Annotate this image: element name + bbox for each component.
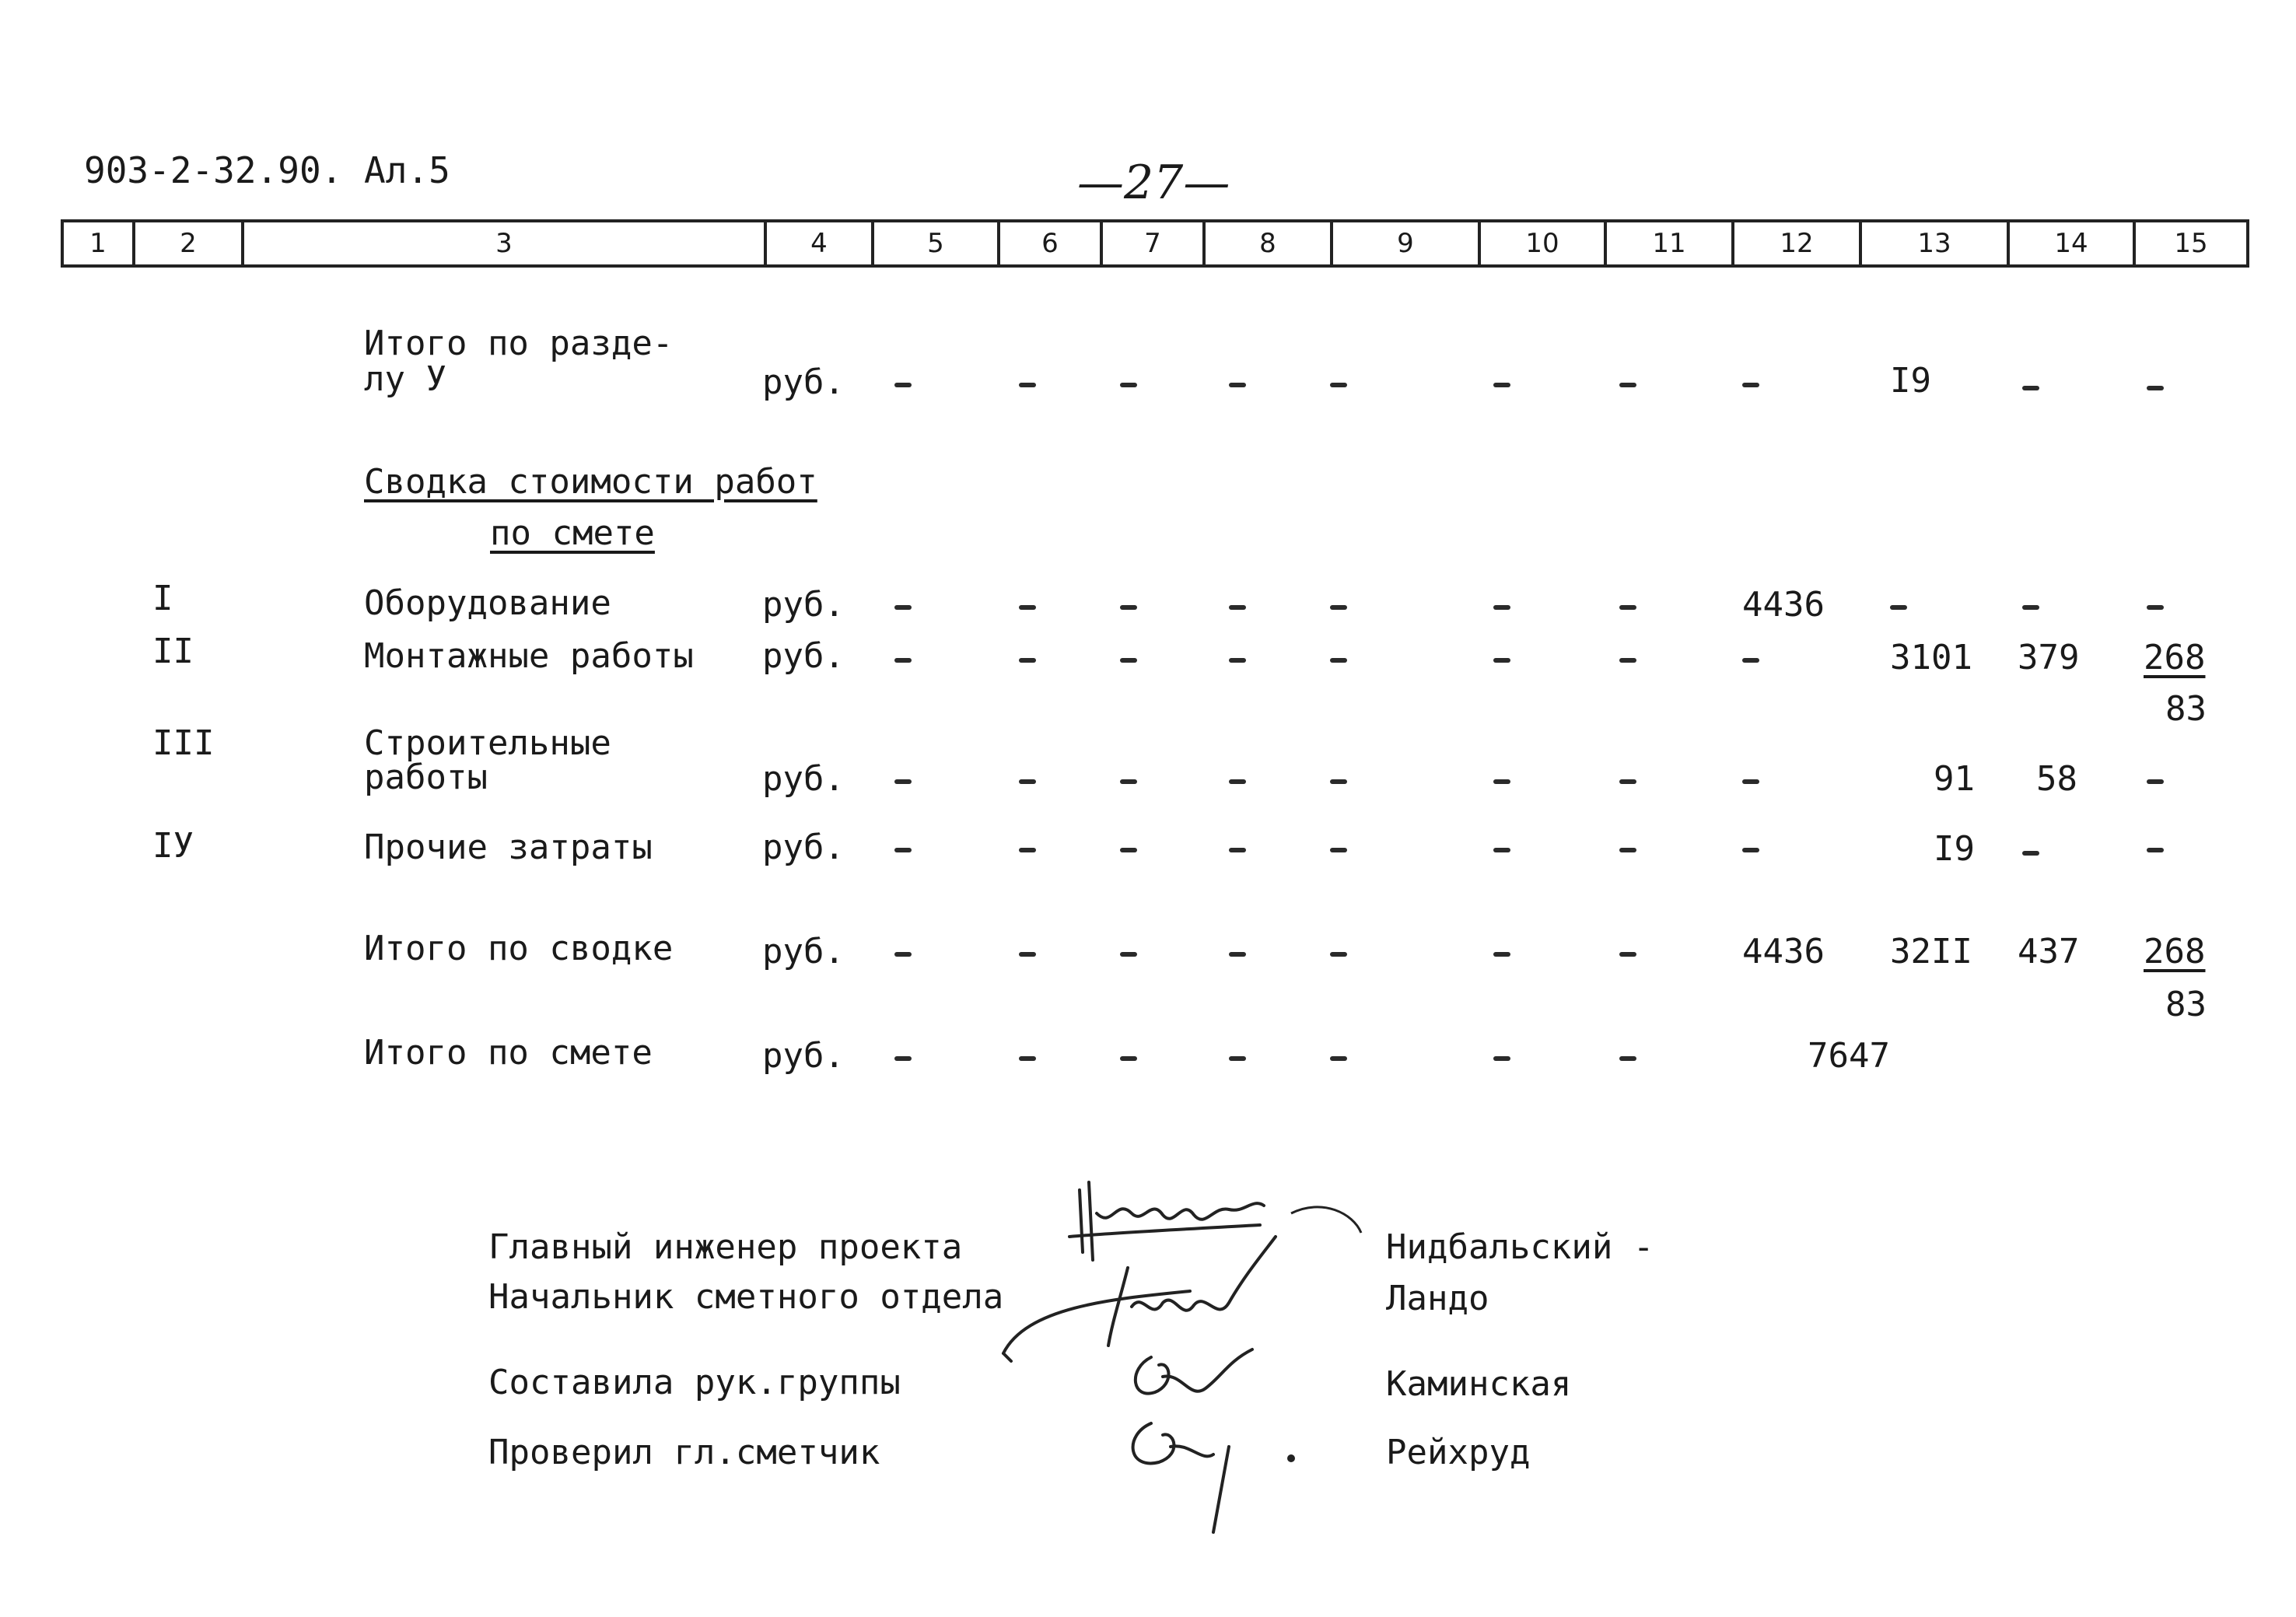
cell-col14: 379 [2018, 638, 2080, 677]
cell-col15: 268 [2144, 638, 2206, 677]
cell-col14: 58 [2036, 759, 2077, 799]
empty-cell-dash [894, 779, 912, 784]
empty-cell-dash [1330, 605, 1347, 610]
column-header-row [61, 219, 2249, 268]
signature-name: Нидбальский - [1386, 1227, 1654, 1267]
column-header: 9 [1330, 222, 1478, 264]
unit: руб. [762, 585, 845, 625]
empty-cell-dash [1229, 779, 1246, 784]
empty-cell-dash [894, 658, 912, 663]
empty-cell-dash [1019, 1056, 1036, 1061]
empty-cell-dash [1330, 779, 1347, 784]
empty-cell-dash [1120, 383, 1137, 387]
empty-cell-dash [1019, 605, 1036, 610]
empty-cell-dash [1120, 952, 1137, 957]
cell-col15: 268 [2144, 932, 2206, 971]
row-number: III [152, 723, 215, 763]
cell-col12: 4436 [1742, 585, 1825, 625]
empty-cell-dash [2022, 386, 2039, 390]
cell-col15-fraction: 83 [2165, 985, 2207, 1024]
cell-col13: 91 [1934, 759, 1975, 799]
row-label: Прочие затраты [364, 828, 653, 867]
column-header: 14 [2007, 222, 2133, 264]
empty-cell-dash [894, 1056, 912, 1061]
unit: руб. [762, 828, 845, 867]
row-label: работы [364, 758, 488, 797]
unit: руб. [762, 1036, 845, 1076]
cell-col13: 3101 [1890, 638, 1972, 677]
empty-cell-dash [894, 383, 912, 387]
empty-cell-dash [1229, 1056, 1246, 1061]
empty-cell-dash [1742, 383, 1759, 387]
column-header: 7 [1100, 222, 1202, 264]
empty-cell-dash [2022, 851, 2039, 856]
empty-cell-dash [1330, 383, 1347, 387]
row-number: II [152, 632, 194, 671]
empty-cell-dash [1493, 605, 1510, 610]
empty-cell-dash [1330, 1056, 1347, 1061]
empty-cell-dash [1619, 952, 1636, 957]
empty-cell-dash [1019, 779, 1036, 784]
empty-cell-dash [1619, 1056, 1636, 1061]
empty-cell-dash [1619, 848, 1636, 852]
section-total-label: Итого по разде- [364, 324, 674, 363]
empty-cell-dash [1229, 383, 1246, 387]
row-number: I [152, 579, 173, 618]
empty-cell-dash [1019, 383, 1036, 387]
column-header: 15 [2133, 222, 2246, 264]
signature-name: Рейхруд [1386, 1433, 1531, 1472]
column-header: 12 [1731, 222, 1859, 264]
empty-cell-dash [1742, 779, 1759, 784]
empty-cell-dash [1330, 952, 1347, 957]
empty-cell-dash [1493, 848, 1510, 852]
column-header: 11 [1604, 222, 1731, 264]
row-label: Оборудование [364, 583, 611, 623]
cell-col13: 32II [1890, 932, 1972, 971]
empty-cell-dash [1229, 658, 1246, 663]
empty-cell-dash [1330, 848, 1347, 852]
summary-heading: Сводка стоимости работ [364, 462, 817, 502]
empty-cell-dash [1619, 383, 1636, 387]
unit: руб. [762, 636, 845, 676]
empty-cell-dash [1619, 779, 1636, 784]
empty-cell-dash [1120, 848, 1137, 852]
signature-name: Каминская [1386, 1364, 1572, 1404]
empty-cell-dash [1120, 1056, 1137, 1061]
cell-col14: 437 [2018, 932, 2080, 971]
empty-cell-dash [1019, 848, 1036, 852]
empty-cell-dash [2147, 779, 2164, 784]
unit: руб. [762, 932, 845, 971]
column-header: 2 [132, 222, 241, 264]
column-header: 4 [764, 222, 871, 264]
empty-cell-dash [1890, 605, 1907, 610]
row-label: Строительные [364, 723, 611, 763]
page-number: —27— [1077, 156, 1230, 210]
total-summary-label: Итого по сводке [364, 929, 674, 968]
column-header: 5 [871, 222, 997, 264]
summary-heading: по смете [490, 513, 655, 553]
total-estimate-label: Итого по смете [364, 1033, 653, 1073]
empty-cell-dash [2022, 605, 2039, 610]
empty-cell-dash [1120, 658, 1137, 663]
empty-cell-dash [1120, 605, 1137, 610]
empty-cell-dash [1493, 952, 1510, 957]
column-header: 8 [1202, 222, 1330, 264]
empty-cell-dash [1493, 779, 1510, 784]
empty-cell-dash [2147, 386, 2164, 390]
empty-cell-dash [894, 848, 912, 852]
signature-role: Главный инженер проекта [488, 1227, 963, 1267]
column-header: 10 [1478, 222, 1604, 264]
column-header: 13 [1859, 222, 2007, 264]
empty-cell-dash [894, 605, 912, 610]
empty-cell-dash [1019, 952, 1036, 957]
empty-cell-dash [1493, 383, 1510, 387]
document-code: 903-2-32.90. Ал.5 [84, 149, 450, 191]
row-number: IУ [152, 826, 194, 866]
unit: руб. [762, 362, 845, 402]
empty-cell-dash [1619, 658, 1636, 663]
empty-cell-dash [1330, 658, 1347, 663]
empty-cell-dash [1229, 848, 1246, 852]
section-total-label: лу У [364, 359, 446, 399]
cell-col15-fraction: 83 [2165, 689, 2207, 729]
unit: руб. [762, 759, 845, 799]
empty-cell-dash [1019, 658, 1036, 663]
column-header: 6 [997, 222, 1100, 264]
row-label: Монтажные работы [364, 636, 694, 676]
handwritten-signatures [996, 1167, 1369, 1540]
signature-role: Начальник сметного отдела [488, 1277, 1004, 1317]
empty-cell-dash [2147, 848, 2164, 852]
cell-col13: I9 [1934, 829, 1975, 869]
empty-cell-dash [1493, 658, 1510, 663]
total-estimate-value: 7647 [1808, 1036, 1890, 1076]
cell-col13: I9 [1890, 361, 1931, 401]
empty-cell-dash [1229, 605, 1246, 610]
signature-role: Составила рук.группы [488, 1363, 901, 1402]
empty-cell-dash [2147, 605, 2164, 610]
cell-col12: 4436 [1742, 932, 1825, 971]
empty-cell-dash [1493, 1056, 1510, 1061]
signature-role: Проверил гл.сметчик [488, 1433, 880, 1472]
column-header: 1 [89, 228, 107, 259]
empty-cell-dash [894, 952, 912, 957]
empty-cell-dash [1120, 779, 1137, 784]
column-header: 3 [241, 222, 764, 264]
empty-cell-dash [1742, 658, 1759, 663]
empty-cell-dash [1619, 605, 1636, 610]
empty-cell-dash [1742, 848, 1759, 852]
signature-name: Ландо [1386, 1279, 1489, 1318]
empty-cell-dash [1229, 952, 1246, 957]
